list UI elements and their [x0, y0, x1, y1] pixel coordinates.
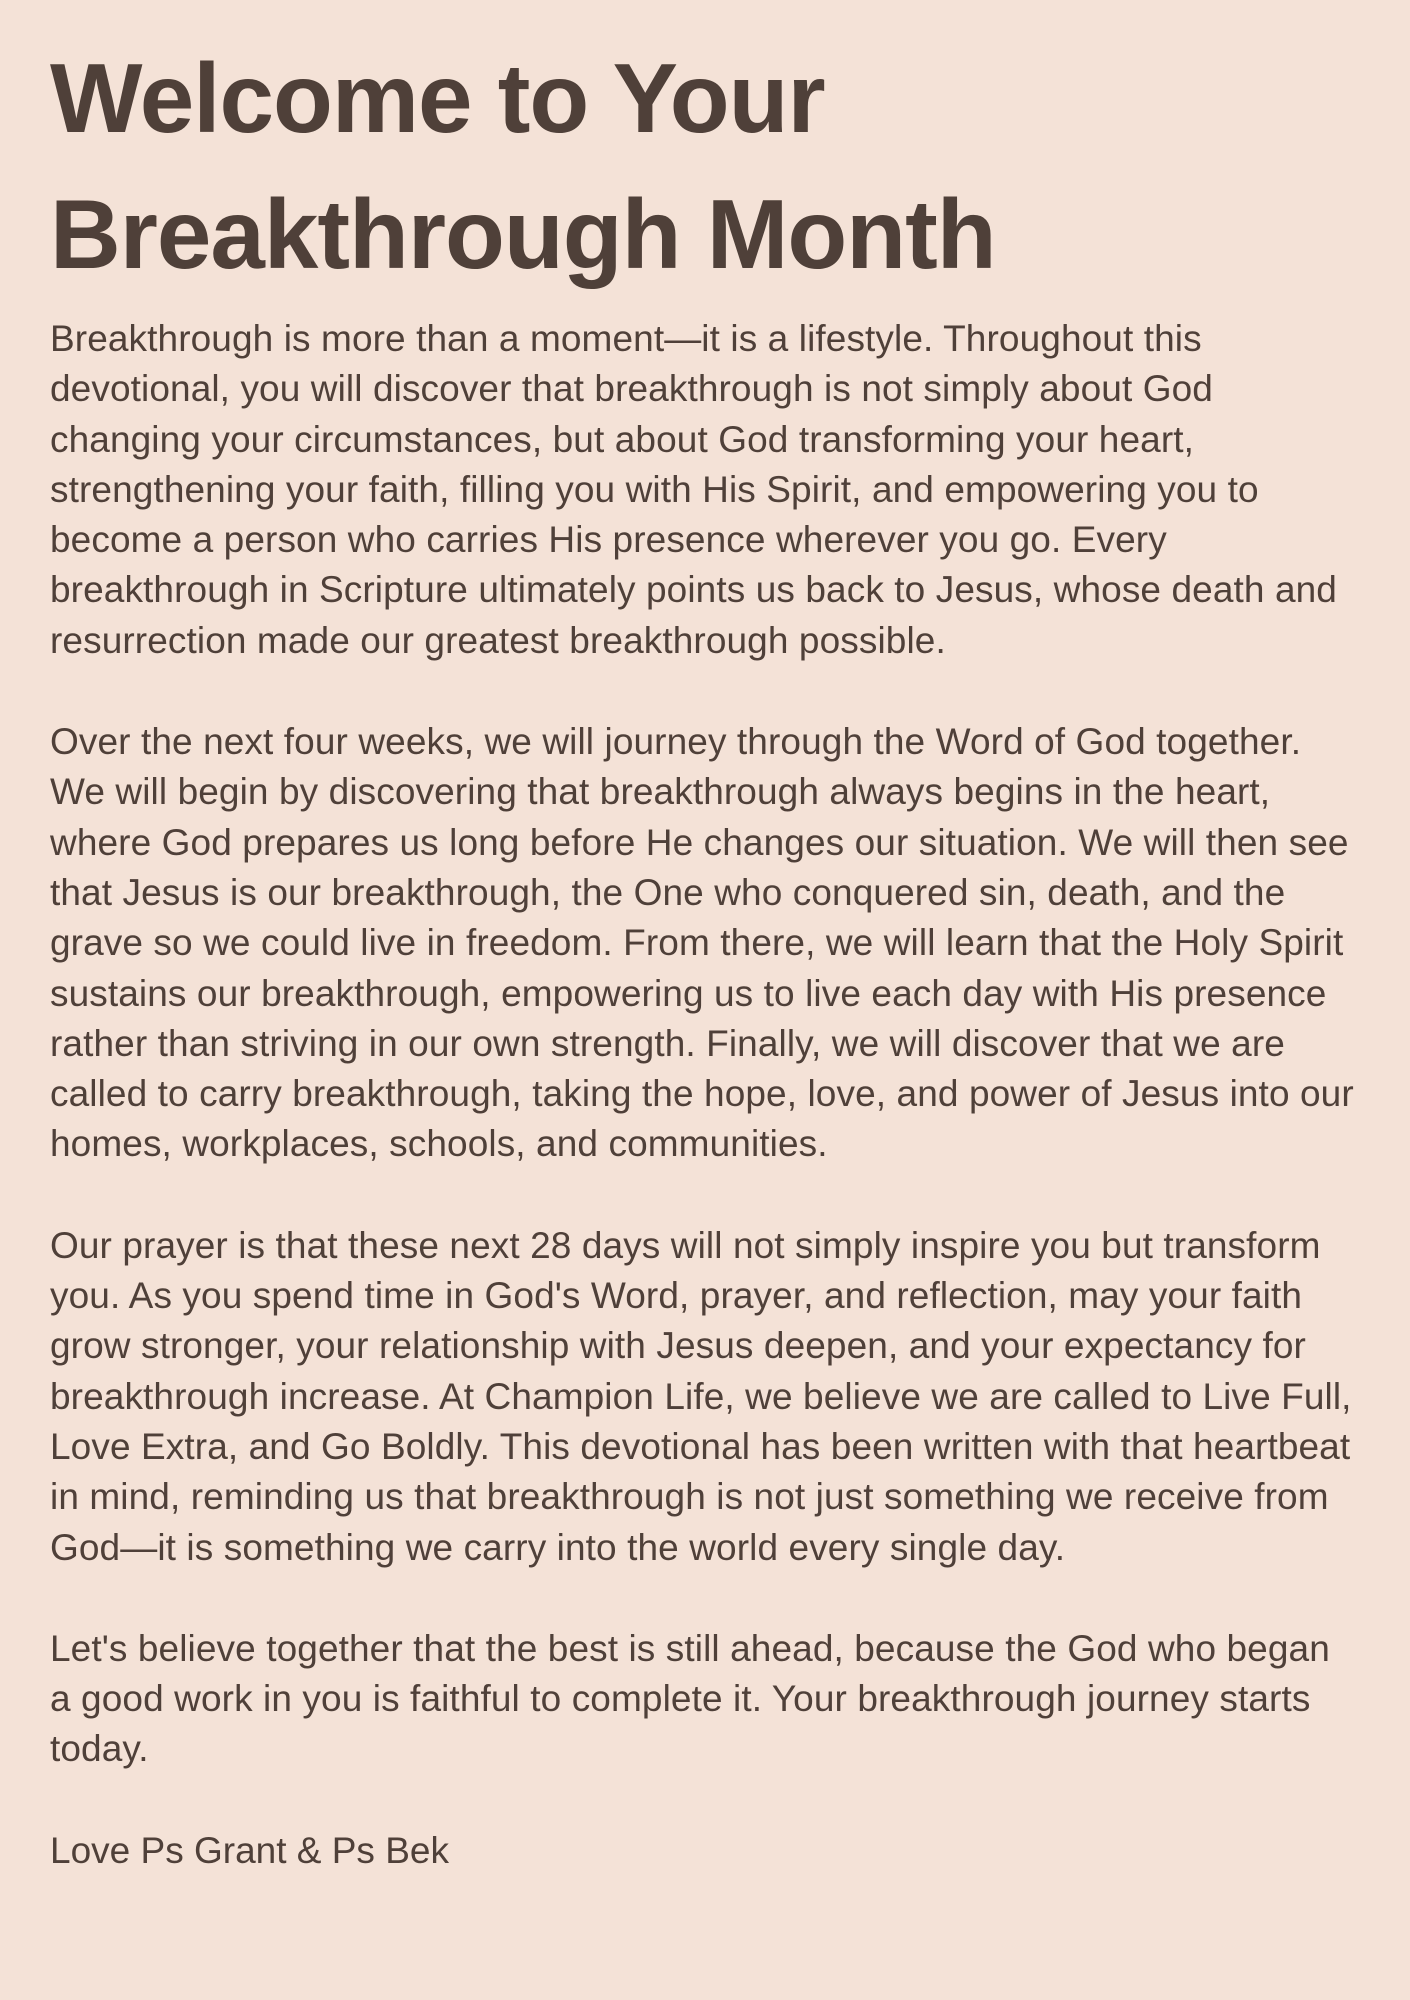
- intro-paragraph: Breakthrough is more than a moment—it is a lifestyle. Throughout this devotional, you will discover that breakthrough is not simply about God changing your circumstances, but about God transforming your heart, strengthening your faith, filling you with His Spirit, and empowering you to become a person who carries His presence wherever you go. Every breakthrough in Scripture ultimately points us back to Jesus, whose death and resurrection made our greatest breakthrough possible.: [50, 318, 1337, 661]
- page-title: [50, 30, 1360, 302]
- devotional-body: [50, 314, 1360, 1876]
- closing-paragraph: Let's believe together that the best is still ahead, because the God who began a good work in you is faithful to complete it. Your breakthrough journey starts today.: [50, 1627, 1330, 1770]
- signature: Love Ps Grant & Ps Bek: [50, 1829, 449, 1871]
- prayer-paragraph: Our prayer is that these next 28 days will not simply inspire you but transform you. As you spend time in God's Word, prayer, and reflection, may your faith grow stronger, your relationship with Jesus deepen, and your expectancy for breakthrough increase. At Champion Life, we believe we are called to Live Full, Love Extra, and Go Boldly. This devotional has been written with that heartbeat in mind, reminding us that breakthrough is not just something we receive from God—it is something we carry into the world every single day.: [50, 1224, 1352, 1568]
- journey-paragraph: Over the next four weeks, we will journey through the Word of God together. We will begin by discovering that breakthrough always begins in the heart, where God prepares us long before He changes our situation. We will then see that Jesus is our breakthrough, the One who conquered sin, death, and the grave so we could live in freedom. From there, we will learn that the Holy Spirit sustains our breakthrough, empowering us to live each day with His presence rather than striving in our own strength. Finally, we will discover that we are called to carry breakthrough, taking the hope, love, and power of Jesus into our homes, workplaces, schools, and communities.: [50, 721, 1354, 1165]
- title-line-1: Welcome to Your: [50, 43, 825, 153]
- title-line-2: Breakthrough Month: [50, 179, 996, 289]
